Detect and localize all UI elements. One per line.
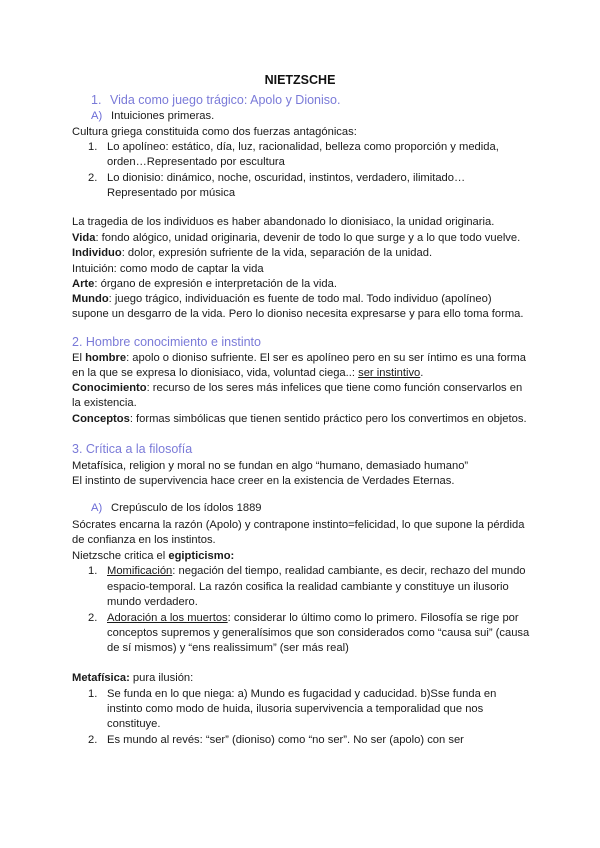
paragraph-egipticismo: Nietzsche critica el egipticismo:	[72, 550, 235, 562]
list-item-dionisio: 2. Lo dionisio: dinámico, noche, oscuridad, instintos, verdadero, ilimitado…	[88, 172, 466, 184]
list-item-dionisio-cont: Representado por música	[107, 187, 236, 199]
section-1-subheading-a: A) Intuiciones primeras.	[91, 110, 215, 122]
list-item-apolineo-cont: orden…Representado por escultura	[107, 156, 285, 168]
definition-arte: Arte: órgano de expresión e interpretación de la vida.	[72, 278, 337, 290]
list-item-adoracion-cont-2: de sí mismos) y “ens realissimum” (ser más real)	[107, 642, 349, 654]
section-2-heading: 2. Hombre conocimiento e instinto	[72, 335, 261, 349]
list-item-niega: 1. Se funda en lo que niega: a) Mundo es fugacidad y caducidad. b)Sse funda en	[88, 688, 497, 700]
section-1-intro: Cultura griega constituida como dos fuerzas antagónicas:	[72, 126, 357, 138]
list-item-momificacion-cont-2: mundo verdadero.	[107, 596, 198, 608]
list-item-niega-cont-2: constituye.	[107, 718, 161, 730]
paragraph-socrates: Sócrates encarna la razón (Apolo) y contrapone instinto=felicidad, lo que supone la pérdida	[72, 519, 525, 531]
definition-conceptos: Conceptos: formas simbólicas que tienen sentido práctico pero los convertimos en objetos.	[72, 413, 527, 425]
list-item-niega-cont-1: instinto como modo de huida, ilusoria supervivencia a temporalidad que nos	[107, 703, 484, 715]
page-title: NIETZSCHE	[264, 73, 336, 87]
list-item-adoracion-cont-1: conceptos supremos y generalísimos que son considerados como “causa sui” (causa	[107, 627, 530, 639]
section-3-subheading-a: A) Crepúsculo de los ídolos 1889	[91, 502, 262, 514]
paragraph-hombre: El hombre: apolo o dioniso sufriente. El ser es apolíneo pero en su ser íntimo es una forma	[72, 352, 526, 364]
definition-conocimiento-cont: la existencia.	[72, 397, 137, 409]
list-item-mundo-reves: 2. Es mundo al revés: “ser” (dioniso) como “no ser”. No ser (apolo) con ser	[88, 734, 464, 746]
list-item-adoracion: 2. Adoración a los muertos: considerar lo último como lo primero. Filosofía se rige por	[88, 612, 519, 624]
definition-conocimiento: Conocimiento: recurso de los seres más infelices que tiene como función conservarlos en	[72, 382, 523, 394]
definition-vida: Vida: fondo alógico, unidad originaria, devenir de todo lo que surge y a lo que todo vuelve.	[72, 232, 521, 244]
definition-intuicion: Intuición: como modo de captar la vida	[72, 263, 264, 275]
paragraph-instinto: El instinto de supervivencia hace creer en la existencia de Verdades Eternas.	[72, 475, 455, 487]
list-item-apolineo: 1. Lo apolíneo: estático, día, luz, racionalidad, belleza como proporción y medida,	[88, 141, 499, 153]
paragraph-tragedia: La tragedia de los individuos es haber abandonado lo dionisiaco, la unidad originaria.	[72, 216, 495, 228]
definition-mundo-cont: supone un desgarro de la vida. Pero lo dioniso necesita expresarse y para ello toma forma.	[72, 308, 524, 320]
paragraph-metafisica: Metafísica, religion y moral no se fundan en algo “humano, demasiado humano”	[72, 460, 469, 472]
paragraph-socrates-cont: de confianza en los instintos.	[72, 534, 216, 546]
definition-individuo: Individuo: dolor, expresión sufriente de la vida, separación de la unidad.	[72, 247, 433, 259]
definition-metafisica: Metafísica: pura ilusión:	[72, 672, 194, 684]
definition-mundo: Mundo: juego trágico, individuación es fuente de todo mal. Todo individuo (apolíneo)	[72, 293, 492, 305]
list-item-momificacion-cont-1: espacio-temporal. La razón cosifica la realidad cambiante y constituye un ilusorio	[107, 581, 509, 593]
section-1-heading: 1. Vida como juego trágico: Apolo y Dioniso.	[91, 93, 341, 107]
paragraph-hombre-cont: en la que se expresa lo dionisiaco, vida, voluntad ciega..: ser instintivo.	[72, 367, 424, 379]
section-3-heading: 3. Crítica a la filosofía	[72, 442, 193, 456]
list-item-momificacion: 1. Momificación: negación del tiempo, realidad cambiante, es decir, rechazo del mundo	[88, 565, 526, 577]
